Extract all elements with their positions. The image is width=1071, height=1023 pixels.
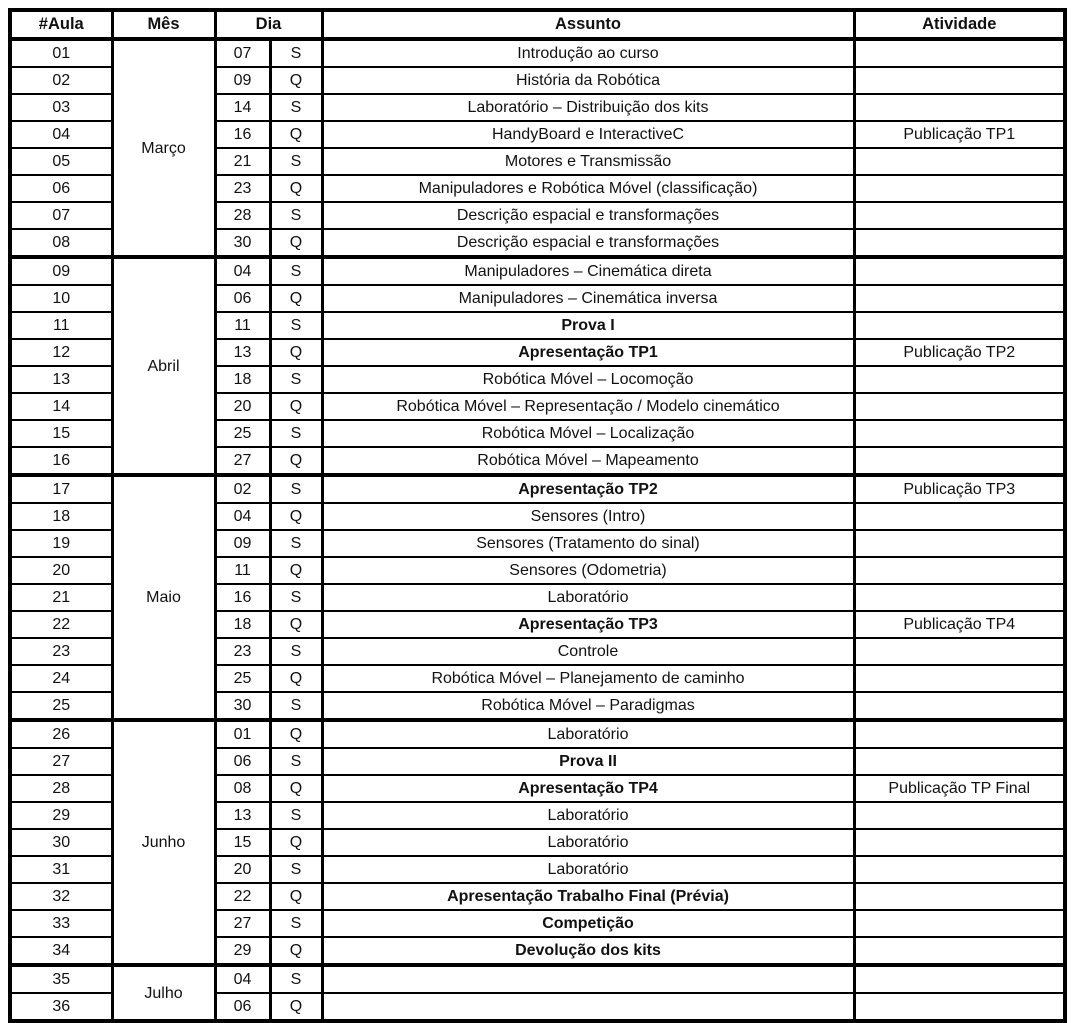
day-cell: 23	[215, 638, 270, 665]
month-cell: Maio	[112, 475, 215, 720]
lesson-number-cell: 16	[10, 447, 112, 475]
subject-cell: Introdução ao curso	[322, 39, 854, 67]
day-cell: 14	[215, 94, 270, 121]
lesson-number-cell: 01	[10, 39, 112, 67]
day-cell: 09	[215, 530, 270, 557]
subject-cell: Manipuladores e Robótica Móvel (classificação)	[322, 175, 854, 202]
day-cell: 30	[215, 229, 270, 257]
subject-cell: Apresentação Trabalho Final (Prévia)	[322, 883, 854, 910]
activity-cell	[854, 39, 1065, 67]
subject-cell: Robótica Móvel – Representação / Modelo cinemático	[322, 393, 854, 420]
weekday-cell: S	[270, 910, 322, 937]
lesson-number-cell: 10	[10, 285, 112, 312]
weekday-cell: S	[270, 965, 322, 993]
day-cell: 25	[215, 665, 270, 692]
day-cell: 27	[215, 910, 270, 937]
subject-cell: Sensores (Odometria)	[322, 557, 854, 584]
activity-cell	[854, 420, 1065, 447]
activity-cell	[854, 883, 1065, 910]
activity-cell	[854, 447, 1065, 475]
subject-cell: Laboratório	[322, 829, 854, 856]
lesson-number-cell: 33	[10, 910, 112, 937]
weekday-cell: S	[270, 584, 322, 611]
lesson-number-cell: 06	[10, 175, 112, 202]
weekday-cell: Q	[270, 285, 322, 312]
weekday-cell: Q	[270, 883, 322, 910]
lesson-number-cell: 19	[10, 530, 112, 557]
day-cell: 23	[215, 175, 270, 202]
lesson-number-cell: 18	[10, 503, 112, 530]
day-cell: 08	[215, 775, 270, 802]
activity-cell	[854, 202, 1065, 229]
subject-cell	[322, 965, 854, 993]
table-row	[10, 257, 1065, 285]
day-cell: 30	[215, 692, 270, 720]
month-cell: Julho	[112, 965, 215, 1021]
day-cell: 16	[215, 584, 270, 611]
day-cell: 20	[215, 393, 270, 420]
activity-cell	[854, 829, 1065, 856]
subject-cell: Descrição espacial e transformações	[322, 202, 854, 229]
lesson-number-cell: 25	[10, 692, 112, 720]
weekday-cell: Q	[270, 447, 322, 475]
weekday-cell: S	[270, 856, 322, 883]
col-header-dia: Dia	[215, 10, 322, 39]
month-cell: Junho	[112, 720, 215, 965]
subject-cell: Laboratório	[322, 584, 854, 611]
schedule-body	[10, 39, 1065, 1021]
activity-cell: Publicação TP3	[854, 475, 1065, 503]
day-cell: 20	[215, 856, 270, 883]
table-row	[10, 720, 1065, 748]
lesson-number-cell: 23	[10, 638, 112, 665]
lesson-number-cell: 20	[10, 557, 112, 584]
lesson-number-cell: 29	[10, 802, 112, 829]
activity-cell	[854, 856, 1065, 883]
day-cell: 13	[215, 802, 270, 829]
activity-cell: Publicação TP2	[854, 339, 1065, 366]
header-row	[10, 10, 1065, 39]
activity-cell	[854, 748, 1065, 775]
weekday-cell: S	[270, 638, 322, 665]
weekday-cell: Q	[270, 665, 322, 692]
lesson-number-cell: 24	[10, 665, 112, 692]
weekday-cell: S	[270, 366, 322, 393]
activity-cell	[854, 965, 1065, 993]
weekday-cell: Q	[270, 993, 322, 1021]
lesson-number-cell: 35	[10, 965, 112, 993]
day-cell: 25	[215, 420, 270, 447]
day-cell: 04	[215, 965, 270, 993]
activity-cell	[854, 148, 1065, 175]
subject-cell: Prova I	[322, 312, 854, 339]
weekday-cell: Q	[270, 393, 322, 420]
lesson-number-cell: 02	[10, 67, 112, 94]
activity-cell	[854, 257, 1065, 285]
col-header-mes: Mês	[112, 10, 215, 39]
weekday-cell: S	[270, 39, 322, 67]
month-cell: Abril	[112, 257, 215, 475]
lesson-number-cell: 26	[10, 720, 112, 748]
day-cell: 18	[215, 366, 270, 393]
activity-cell	[854, 530, 1065, 557]
subject-cell: Sensores (Intro)	[322, 503, 854, 530]
activity-cell	[854, 720, 1065, 748]
table-row	[10, 39, 1065, 67]
lesson-number-cell: 27	[10, 748, 112, 775]
activity-cell	[854, 67, 1065, 94]
subject-cell: Descrição espacial e transformações	[322, 229, 854, 257]
lesson-number-cell: 05	[10, 148, 112, 175]
col-header-aula: #Aula	[10, 10, 112, 39]
subject-cell: Laboratório – Distribuição dos kits	[322, 94, 854, 121]
subject-cell: Apresentação TP2	[322, 475, 854, 503]
activity-cell	[854, 802, 1065, 829]
subject-cell: Manipuladores – Cinemática inversa	[322, 285, 854, 312]
weekday-cell: Q	[270, 611, 322, 638]
subject-cell: Laboratório	[322, 802, 854, 829]
day-cell: 11	[215, 312, 270, 339]
lesson-number-cell: 21	[10, 584, 112, 611]
subject-cell	[322, 993, 854, 1021]
weekday-cell: S	[270, 94, 322, 121]
lesson-number-cell: 11	[10, 312, 112, 339]
day-cell: 22	[215, 883, 270, 910]
activity-cell	[854, 557, 1065, 584]
day-cell: 09	[215, 67, 270, 94]
lesson-number-cell: 03	[10, 94, 112, 121]
subject-cell: Apresentação TP4	[322, 775, 854, 802]
lesson-number-cell: 32	[10, 883, 112, 910]
day-cell: 28	[215, 202, 270, 229]
weekday-cell: S	[270, 202, 322, 229]
activity-cell	[854, 692, 1065, 720]
weekday-cell: Q	[270, 720, 322, 748]
activity-cell	[854, 94, 1065, 121]
subject-cell: Devolução dos kits	[322, 937, 854, 965]
subject-cell: Robótica Móvel – Localização	[322, 420, 854, 447]
subject-cell: Apresentação TP3	[322, 611, 854, 638]
col-header-assunto: Assunto	[322, 10, 854, 39]
lesson-number-cell: 09	[10, 257, 112, 285]
subject-cell: Controle	[322, 638, 854, 665]
day-cell: 15	[215, 829, 270, 856]
day-cell: 01	[215, 720, 270, 748]
weekday-cell: S	[270, 475, 322, 503]
activity-cell	[854, 638, 1065, 665]
activity-cell	[854, 937, 1065, 965]
activity-cell: Publicação TP1	[854, 121, 1065, 148]
day-cell: 02	[215, 475, 270, 503]
activity-cell	[854, 665, 1065, 692]
day-cell: 06	[215, 285, 270, 312]
table-row	[10, 965, 1065, 993]
subject-cell: Robótica Móvel – Mapeamento	[322, 447, 854, 475]
lesson-number-cell: 08	[10, 229, 112, 257]
weekday-cell: S	[270, 802, 322, 829]
table-row	[10, 475, 1065, 503]
weekday-cell: Q	[270, 503, 322, 530]
activity-cell	[854, 312, 1065, 339]
day-cell: 21	[215, 148, 270, 175]
activity-cell	[854, 993, 1065, 1021]
day-cell: 16	[215, 121, 270, 148]
weekday-cell: Q	[270, 121, 322, 148]
activity-cell: Publicação TP4	[854, 611, 1065, 638]
subject-cell: Sensores (Tratamento do sinal)	[322, 530, 854, 557]
weekday-cell: S	[270, 257, 322, 285]
subject-cell: Manipuladores – Cinemática direta	[322, 257, 854, 285]
day-cell: 06	[215, 993, 270, 1021]
subject-cell: História da Robótica	[322, 67, 854, 94]
subject-cell: Laboratório	[322, 856, 854, 883]
lesson-number-cell: 04	[10, 121, 112, 148]
weekday-cell: Q	[270, 339, 322, 366]
course-schedule-table	[8, 8, 1067, 1023]
day-cell: 07	[215, 39, 270, 67]
day-cell: 04	[215, 503, 270, 530]
day-cell: 13	[215, 339, 270, 366]
lesson-number-cell: 07	[10, 202, 112, 229]
weekday-cell: Q	[270, 229, 322, 257]
weekday-cell: Q	[270, 175, 322, 202]
weekday-cell: S	[270, 148, 322, 175]
weekday-cell: S	[270, 692, 322, 720]
day-cell: 11	[215, 557, 270, 584]
subject-cell: Apresentação TP1	[322, 339, 854, 366]
day-cell: 29	[215, 937, 270, 965]
activity-cell	[854, 175, 1065, 202]
activity-cell	[854, 229, 1065, 257]
activity-cell	[854, 393, 1065, 420]
weekday-cell: S	[270, 748, 322, 775]
month-cell: Março	[112, 39, 215, 257]
day-cell: 04	[215, 257, 270, 285]
activity-cell	[854, 503, 1065, 530]
subject-cell: Robótica Móvel – Planejamento de caminho	[322, 665, 854, 692]
activity-cell	[854, 910, 1065, 937]
subject-cell: Robótica Móvel – Paradigmas	[322, 692, 854, 720]
lesson-number-cell: 34	[10, 937, 112, 965]
lesson-number-cell: 14	[10, 393, 112, 420]
subject-cell: Prova II	[322, 748, 854, 775]
weekday-cell: Q	[270, 829, 322, 856]
lesson-number-cell: 15	[10, 420, 112, 447]
subject-cell: HandyBoard e InteractiveC	[322, 121, 854, 148]
lesson-number-cell: 30	[10, 829, 112, 856]
lesson-number-cell: 31	[10, 856, 112, 883]
weekday-cell: S	[270, 530, 322, 557]
day-cell: 27	[215, 447, 270, 475]
activity-cell	[854, 584, 1065, 611]
weekday-cell: S	[270, 420, 322, 447]
weekday-cell: Q	[270, 67, 322, 94]
lesson-number-cell: 22	[10, 611, 112, 638]
col-header-atividade: Atividade	[854, 10, 1065, 39]
lesson-number-cell: 28	[10, 775, 112, 802]
activity-cell	[854, 366, 1065, 393]
activity-cell	[854, 285, 1065, 312]
day-cell: 06	[215, 748, 270, 775]
day-cell: 18	[215, 611, 270, 638]
subject-cell: Motores e Transmissão	[322, 148, 854, 175]
subject-cell: Laboratório	[322, 720, 854, 748]
lesson-number-cell: 13	[10, 366, 112, 393]
weekday-cell: Q	[270, 775, 322, 802]
weekday-cell: S	[270, 312, 322, 339]
lesson-number-cell: 17	[10, 475, 112, 503]
weekday-cell: Q	[270, 937, 322, 965]
lesson-number-cell: 12	[10, 339, 112, 366]
weekday-cell: Q	[270, 557, 322, 584]
activity-cell: Publicação TP Final	[854, 775, 1065, 802]
subject-cell: Competição	[322, 910, 854, 937]
lesson-number-cell: 36	[10, 993, 112, 1021]
subject-cell: Robótica Móvel – Locomoção	[322, 366, 854, 393]
